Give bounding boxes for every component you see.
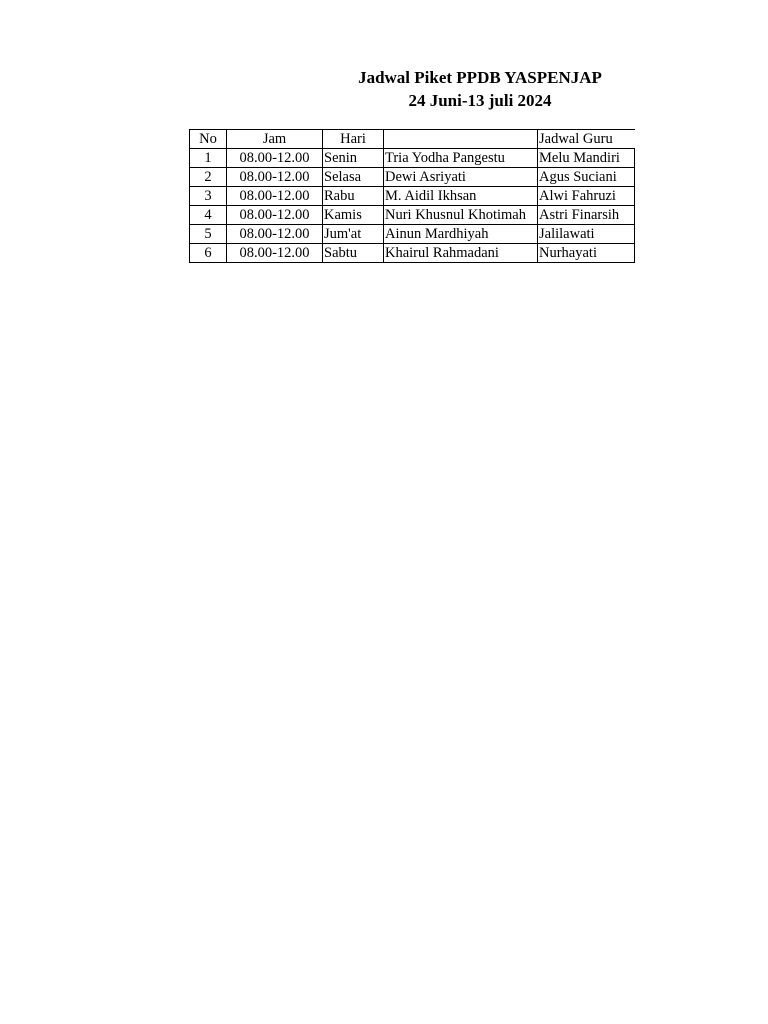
- cell-hari: Rabu: [323, 187, 384, 206]
- cell-no: 2: [190, 168, 227, 187]
- cell-no: 6: [190, 244, 227, 263]
- cell-name: Tria Yodha Pangestu: [384, 149, 538, 168]
- cell-name: Dewi Asriyati: [384, 168, 538, 187]
- cell-hari: Senin: [323, 149, 384, 168]
- cell-name: Khairul Rahmadani: [384, 244, 538, 263]
- cell-jam: 08.00-12.00: [227, 244, 323, 263]
- table-row: [190, 168, 635, 187]
- title-line-1: Jadwal Piket PPDB YASPENJAP: [358, 68, 602, 87]
- table-row: [190, 244, 635, 263]
- table-row: [190, 225, 635, 244]
- cell-guru: Astri Finarsih: [538, 206, 635, 225]
- schedule-table: [189, 129, 635, 263]
- cell-no: 3: [190, 187, 227, 206]
- cell-hari: Kamis: [323, 206, 384, 225]
- cell-guru: Nurhayati: [538, 244, 635, 263]
- cell-hari: Jum'at: [323, 225, 384, 244]
- cell-name: Ainun Mardhiyah: [384, 225, 538, 244]
- header-name: [384, 130, 538, 149]
- cell-jam: 08.00-12.00: [227, 206, 323, 225]
- cell-jam: 08.00-12.00: [227, 225, 323, 244]
- title-line-2: 24 Juni-13 juli 2024: [408, 91, 552, 110]
- cell-hari: Sabtu: [323, 244, 384, 263]
- header-no: No: [190, 130, 227, 149]
- cell-guru: Agus Suciani: [538, 168, 635, 187]
- cell-guru: Melu Mandiri: [538, 149, 635, 168]
- cell-hari: Selasa: [323, 168, 384, 187]
- document-title: [330, 66, 630, 112]
- cell-no: 5: [190, 225, 227, 244]
- table-header-row: [190, 130, 635, 149]
- cell-jam: 08.00-12.00: [227, 187, 323, 206]
- table-row: [190, 149, 635, 168]
- header-jam: Jam: [227, 130, 323, 149]
- cell-no: 1: [190, 149, 227, 168]
- cell-jam: 08.00-12.00: [227, 168, 323, 187]
- header-hari: Hari: [323, 130, 384, 149]
- cell-name: M. Aidil Ikhsan: [384, 187, 538, 206]
- cell-guru: Alwi Fahruzi: [538, 187, 635, 206]
- cell-name: Nuri Khusnul Khotimah: [384, 206, 538, 225]
- table-row: [190, 206, 635, 225]
- cell-no: 4: [190, 206, 227, 225]
- table-row: [190, 187, 635, 206]
- header-guru: Jadwal Guru: [538, 130, 635, 149]
- cell-guru: Jalilawati: [538, 225, 635, 244]
- cell-jam: 08.00-12.00: [227, 149, 323, 168]
